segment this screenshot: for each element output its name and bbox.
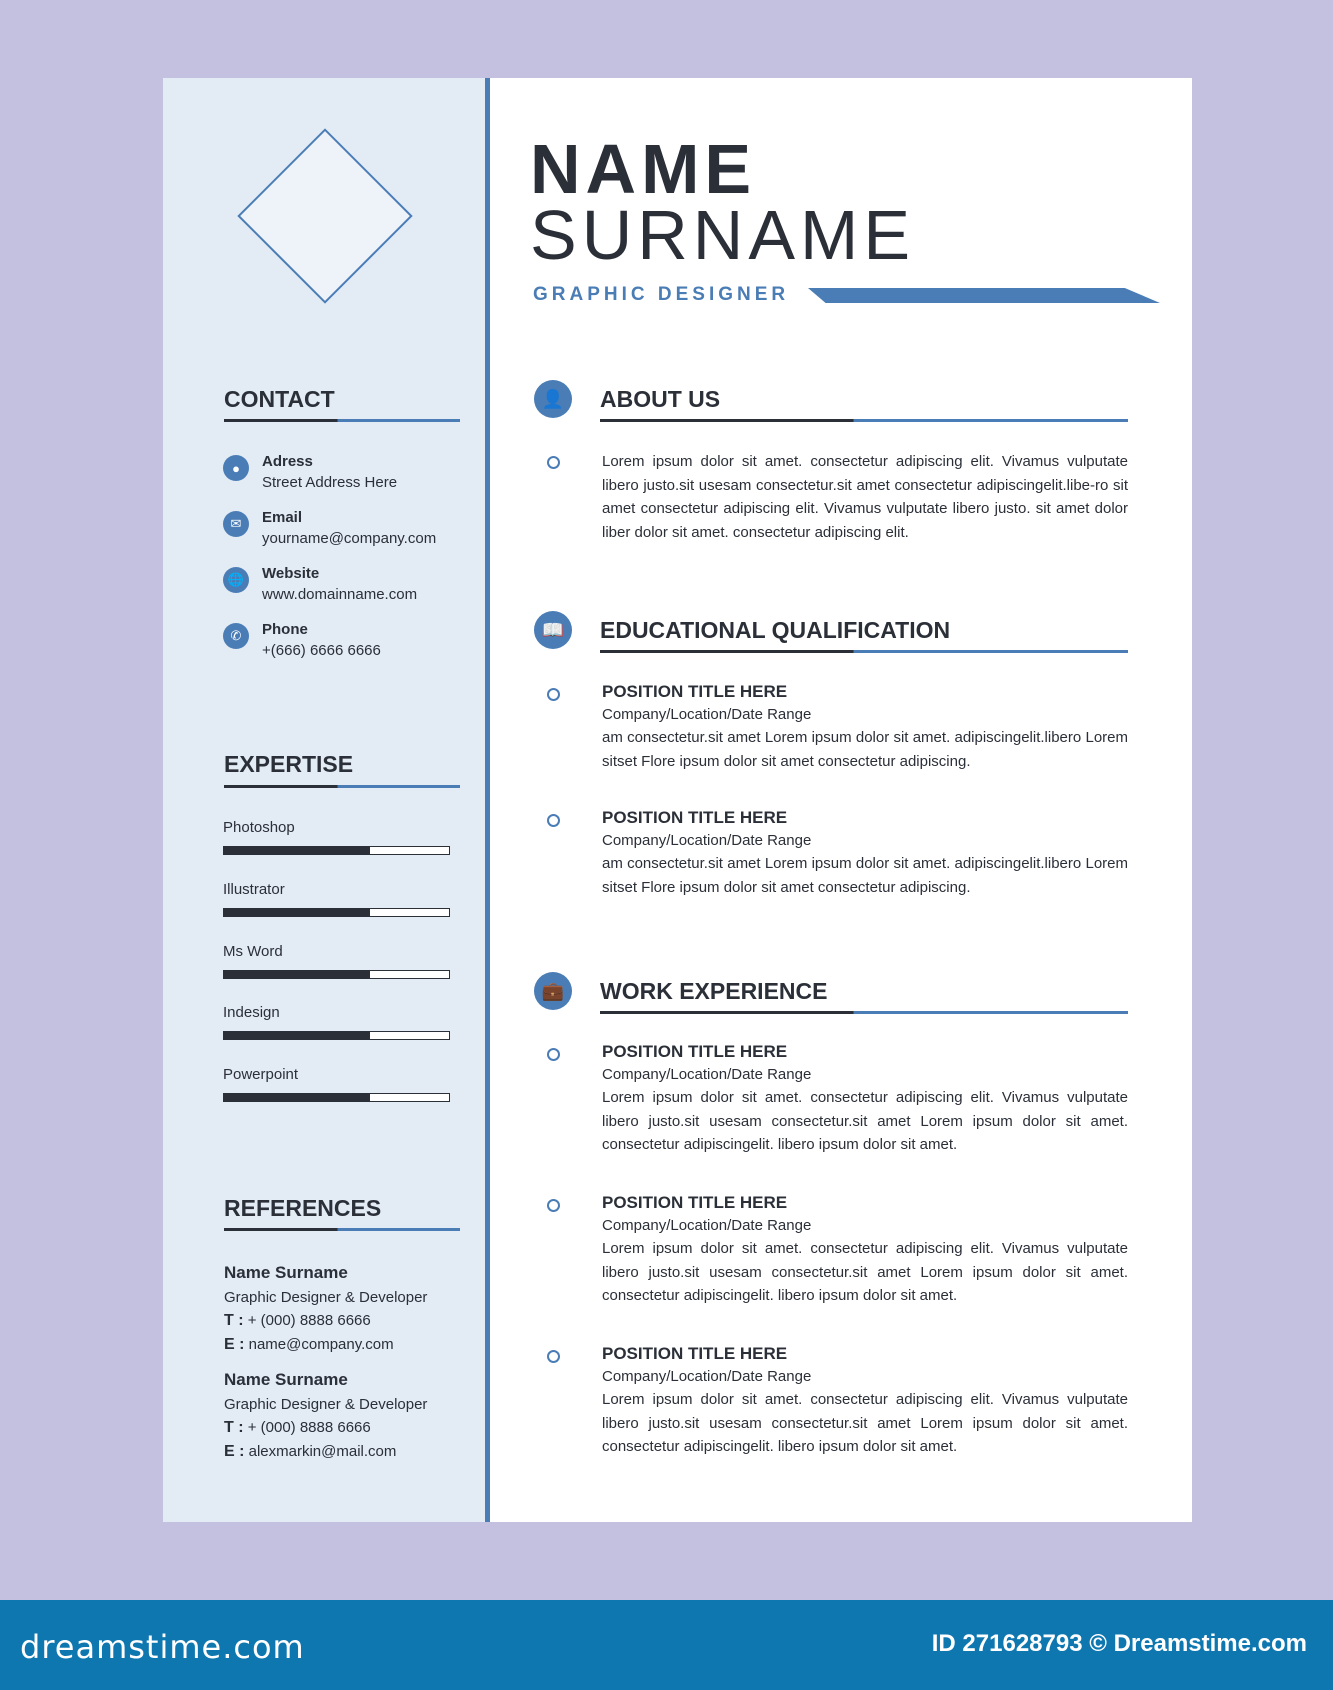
skill-name: Photoshop — [223, 819, 295, 836]
bullet — [547, 1048, 560, 1061]
education-underline — [600, 650, 1128, 653]
email-label: E : — [224, 1443, 245, 1460]
position-description: am consectetur.sit amet Lorem ipsum dolor sit amet. adipiscingelit.libero Lorem sitset Flore ipsum dolor sit amet consectetur adipiscing. — [602, 729, 1128, 770]
skill-bar — [223, 1093, 450, 1102]
bullet — [547, 456, 560, 469]
user-icon: 👤 — [534, 380, 572, 418]
skill-name: Indesign — [223, 1004, 280, 1022]
job-title: GRAPHIC DESIGNER — [533, 284, 790, 305]
position-description: Lorem ipsum dolor sit amet. consectetur adipiscing elit. Vivamus vulputate libero justo.sit usesam consectetur.sit amet Lorem ipsum dolor sit amet. consectetur adipiscingelit. libero ipsum dolor sit amet. — [602, 1240, 1128, 1305]
email-value: alexmarkin@mail.com — [248, 1443, 397, 1460]
references-heading: REFERENCES — [224, 1195, 382, 1221]
contact-value: +(666) 6666 6666 — [262, 642, 381, 659]
skill-bar — [223, 846, 450, 855]
expertise-heading: EXPERTISE — [224, 751, 354, 777]
bullet — [547, 688, 560, 701]
phone-value: + (000) 8888 6666 — [247, 1419, 371, 1436]
contact-label: Website — [262, 565, 320, 582]
position-company: Company/Location/Date Range — [602, 832, 812, 849]
phone-label: T : — [224, 1419, 244, 1436]
position-title: POSITION TITLE HERE — [602, 1193, 788, 1212]
about-heading: ABOUT US — [600, 386, 721, 412]
contact-value: yourname@company.com — [262, 530, 437, 547]
skill-bar — [223, 970, 450, 979]
contact-label: Phone — [262, 621, 308, 638]
skill-name: Ms Word — [223, 942, 283, 960]
phone-icon: ✆ — [223, 623, 249, 649]
contact-value: www.domainname.com — [262, 586, 418, 603]
briefcase-icon: 💼 — [534, 972, 572, 1010]
footer-bar — [0, 1600, 1333, 1690]
bullet — [547, 1350, 560, 1363]
first-name: NAME — [530, 130, 757, 208]
position-company: Company/Location/Date Range — [602, 1066, 812, 1083]
skill-level-fill — [224, 971, 370, 978]
position-company: Company/Location/Date Range — [602, 1217, 812, 1234]
bullet — [547, 814, 560, 827]
reference-name: Name Surname — [224, 1263, 348, 1282]
contact-label: Adress — [262, 453, 313, 470]
work-underline — [600, 1011, 1128, 1014]
contact-value: Street Address Here — [262, 474, 398, 491]
globe-icon: 🌐 — [223, 567, 249, 593]
last-name: SURNAME — [530, 196, 916, 274]
skill-level-fill — [224, 847, 370, 854]
phone-value: + (000) 8888 6666 — [247, 1312, 371, 1329]
skill-name: Illustrator — [223, 880, 285, 898]
about-underline — [600, 419, 1128, 422]
contact-underline — [224, 419, 460, 422]
bullet — [547, 1199, 560, 1212]
position-title: POSITION TITLE HERE — [602, 682, 788, 701]
expertise-underline — [224, 785, 460, 788]
work-heading: WORK EXPERIENCE — [600, 978, 828, 1004]
skill-bar — [223, 908, 450, 917]
location-pin-icon: ● — [223, 455, 249, 481]
contact-label: Email — [262, 509, 303, 526]
phone-label: T : — [224, 1312, 244, 1329]
reference-email — [224, 1443, 396, 1461]
education-heading: EDUCATIONAL QUALIFICATION — [600, 617, 951, 643]
reference-role: Graphic Designer & Developer — [224, 1396, 428, 1413]
skill-name: Powerpoint — [223, 1066, 299, 1084]
skill-level-fill — [224, 1094, 370, 1101]
envelope-icon: ✉ — [223, 511, 249, 537]
title-accent-bar — [808, 288, 1160, 303]
email-label: E : — [224, 1336, 245, 1353]
skill-bar — [223, 1031, 450, 1040]
skill-level-fill — [224, 909, 370, 916]
email-value: name@company.com — [248, 1336, 394, 1353]
position-title: POSITION TITLE HERE — [602, 808, 788, 827]
position-company: Company/Location/Date Range — [602, 706, 812, 723]
position-description: Lorem ipsum dolor sit amet. consectetur adipiscing elit. Vivamus vulputate libero justo.sit usesam consectetur.sit amet Lorem ipsum dolor sit amet. consectetur adipiscingelit. libero ipsum dolor sit amet. — [602, 1391, 1128, 1456]
about-text: Lorem ipsum dolor sit amet. consectetur adipiscing elit. Vivamus vulputate libero justo.sit usesam consectetur.sit amet consectetur adipiscingelit.libe-ro sit amet consectetur adipiscing elit. Vivamus vulputate libero justo. sit amet dolor liber dolor sit amet. consectetur adipiscing elit. — [602, 453, 1128, 541]
sidebar-divider — [485, 78, 490, 1522]
position-description: Lorem ipsum dolor sit amet. consectetur adipiscing elit. Vivamus vulputate libero justo.sit usesam consectetur.sit amet Lorem ipsum dolor sit amet. consectetur adipiscingelit. libero ipsum dolor sit amet. — [602, 1089, 1128, 1154]
position-company: Company/Location/Date Range — [602, 1368, 812, 1385]
skill-level-fill — [224, 1032, 370, 1039]
dreamstime-logo[interactable]: dreamstime.com — [20, 1628, 305, 1666]
position-title: POSITION TITLE HERE — [602, 1344, 788, 1363]
image-id: ID 271628793 © Dreamstime.com — [931, 1630, 1307, 1657]
position-title: POSITION TITLE HERE — [602, 1042, 788, 1061]
reference-role: Graphic Designer & Developer — [224, 1289, 428, 1306]
reference-name: Name Surname — [224, 1370, 348, 1389]
reference-phone — [224, 1419, 371, 1437]
book-icon: 📖 — [534, 611, 572, 649]
references-underline — [224, 1228, 460, 1231]
position-description: am consectetur.sit amet Lorem ipsum dolor sit amet. adipiscingelit.libero Lorem sitset Flore ipsum dolor sit amet consectetur adipiscing. — [602, 855, 1128, 896]
reference-email — [224, 1336, 394, 1354]
reference-phone — [224, 1312, 371, 1330]
contact-heading: CONTACT — [224, 386, 335, 412]
